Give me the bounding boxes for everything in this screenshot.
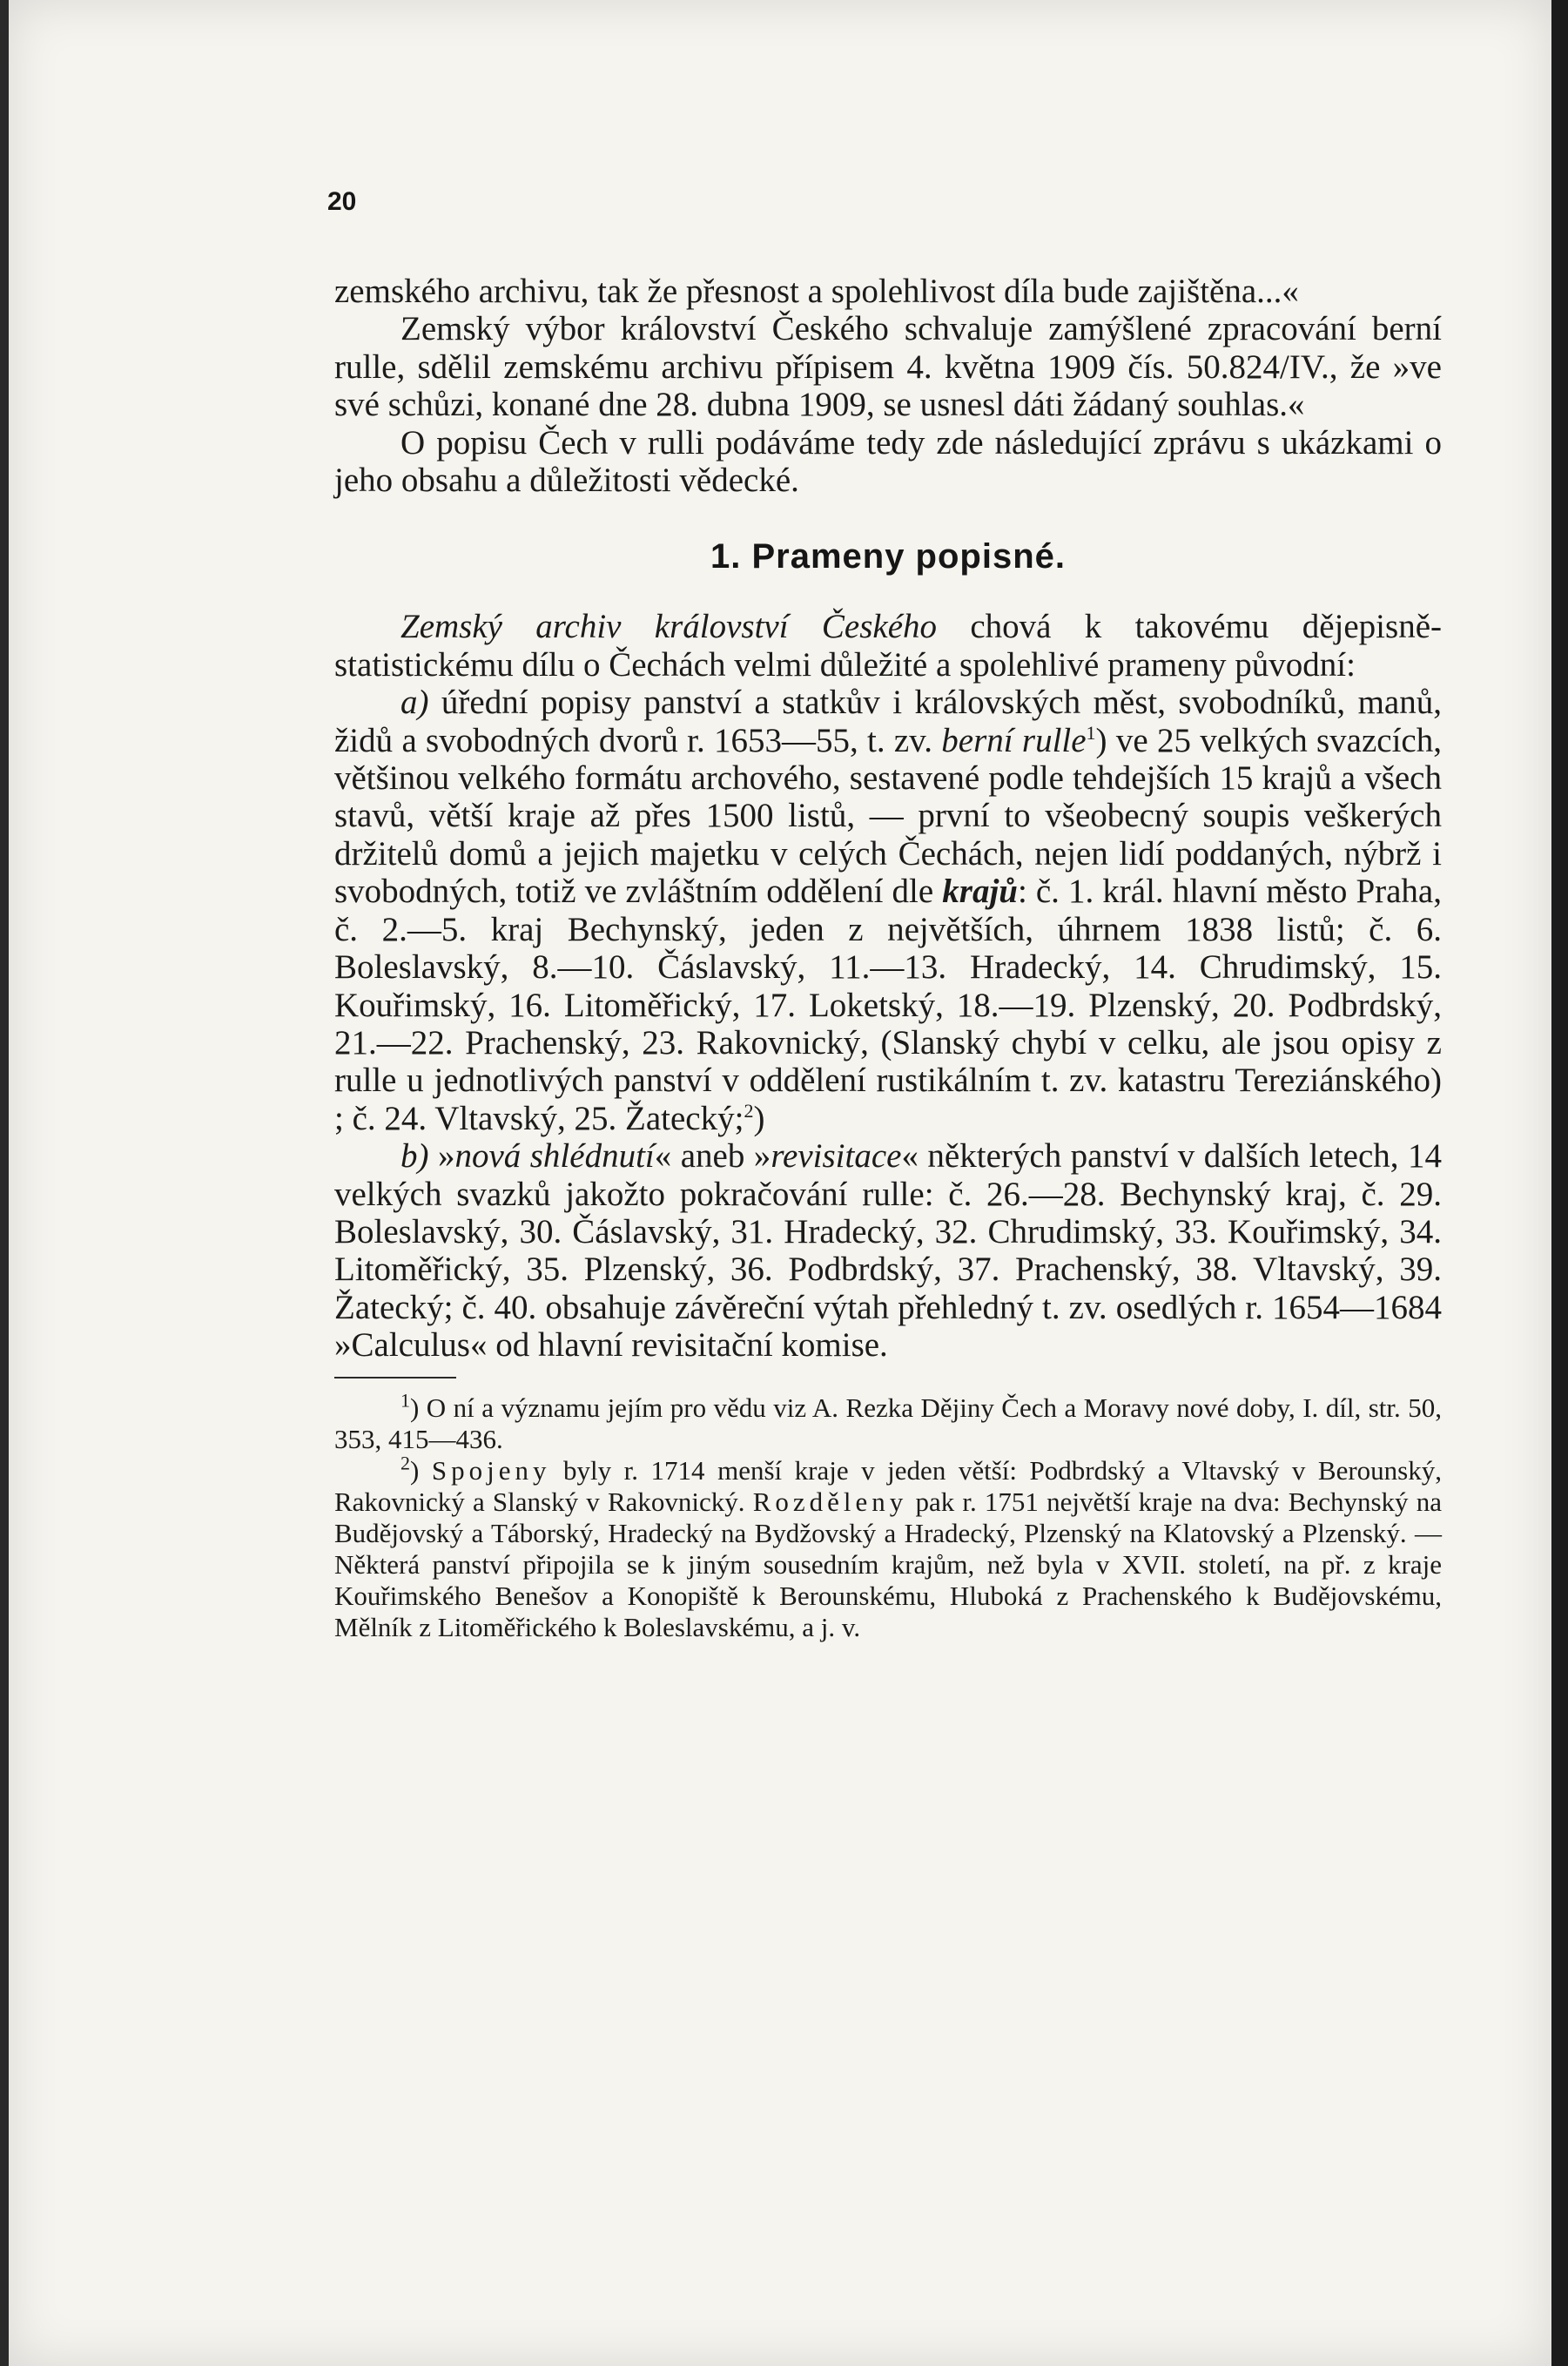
footnote-2-mark: 2 xyxy=(400,1452,410,1474)
intro-paragraph-1: zemského archivu, tak že přesnost a spolehlivost díla bude zajištěna...« xyxy=(334,273,1299,310)
footnote-ref-2: 2 xyxy=(744,1099,754,1122)
item-b-text: « některých panství v dalších letech, 14 velkých svazků jakožto pokračování rulle: č. 26.—28. Bechynský kraj, č. 29. Boleslavský, 30. Čáslavský, 31. Hradecký, 32. Chrudimský, 33. Kouřimský, 34. Litoměřický, 35. Plzenský, 36. Podbrdský, 37. Prachenský, 38. Vltavský, 39. Žatecký; č. 40. obsahuje závěreční výtah přehledný t. zv. osedlých r. 1654—1684 »Calculus« od hlavní revisitační komise. xyxy=(334,1137,1443,1365)
footnote-1 xyxy=(334,1389,1442,1455)
revisitace-term: revisitace xyxy=(771,1137,902,1176)
item-b-mid: « aneb » xyxy=(654,1137,771,1176)
footnote-2 xyxy=(334,1452,1442,1643)
item-a-text-2: ) ve 25 velkých svazcích, většinou velkého formátu archového, sestavené podle tehdejších 15 krajů a všech stavů, větší kraje až přes 1500 listů, — první to všeobecný soupis veškerých držitelů domů a jejich majetku v celých Čechách, nejen lidí poddaných, nýbrž i svobodných, totiž ve zvláštním oddělení dle xyxy=(334,721,1442,911)
item-b-open: » xyxy=(428,1137,455,1176)
kraju-term: krajů xyxy=(942,873,1018,911)
main-text xyxy=(334,273,1442,1643)
item-a-text-1: úřední popisy panství a statkův i královských měst, svobodníků, manů, židů a svobodných dvorů r. 1653—55, t. zv. xyxy=(334,684,1442,759)
item-b-marker: b) xyxy=(400,1137,429,1176)
section-paragraph-1 xyxy=(334,608,1442,684)
scan-edge xyxy=(1551,0,1568,2366)
berni-rulle-term: berní rulle xyxy=(941,721,1087,759)
page-number: 20 xyxy=(327,187,357,216)
intro-paragraph-2: Zemský výbor království Českého schvaluje zamýšlené zpracování berní rulle, sdělil zemskému archivu přípisem 4. května 1909 čís. 50.824/IV., že »ve své schůzi, konané dne 28. dubna 1909, se usnesl dáti žádaný souhlas.« xyxy=(334,310,1442,424)
item-b xyxy=(334,1137,1442,1364)
footnote-1-text: ) O ní a významu jejím pro vědu viz A. Rezka Dějiny Čech a Moravy nové doby, I. díl, str. 50, 353, 415—436. xyxy=(334,1392,1442,1454)
nova-shlednuti-term: nová shlédnutí xyxy=(454,1137,655,1176)
item-a-end: ) xyxy=(753,1099,765,1137)
item-a-marker: a) xyxy=(400,684,429,722)
scanned-page xyxy=(9,0,1551,2366)
item-a-text-3: : č. 1. král. hlavní město Praha, č. 2.—5. kraj Bechynský, jeden z největších, úhrnem 1838 listů; č. 6. Boleslavský, 8.—10. Čáslavský, 11.—13. Hradecký, 14. Chrudimský, 15. Kouřimský, 16. Litoměřický, 17. Loketský, 18.—19. Plzenský, 20. Podbrdský, 21.—22. Prachenský, 23. Rakovnický, (Slanský chybí v celku, ale jsou opisy z rulle u jednotlivých panství v oddělení rustikálním t. zv. katastru Tereziánského) ; č. 24. Vltavský, 25. Žatecký; xyxy=(334,873,1442,1137)
footnote-2-spojeny: Spojeny xyxy=(431,1454,551,1486)
footnote-2-b: byly r. 1714 menší kraje v jeden větší: Podbrdský a Vltavský v Berounský, Rakovnický a Slanský v Rakovnický. xyxy=(334,1454,1442,1517)
footnote-divider xyxy=(334,1377,456,1378)
footnote-2-rozdeleny: Rozděleny xyxy=(752,1486,908,1517)
footnotes xyxy=(334,1389,1442,1643)
footnote-ref-1: 1 xyxy=(1086,721,1096,744)
section-paragraph-1-text: chová k takovému dějepisně-statistickému dílu o Čechách velmi důležité a spolehlivé prameny původní: xyxy=(334,608,1442,684)
item-a xyxy=(334,684,1442,1137)
intro-paragraph-3: O popisu Čech v rulli podáváme tedy zde následující zprávu s ukázkami o jeho obsahu a důležitosti vědecké. xyxy=(334,423,1442,500)
section-heading: 1. Prameny popisné. xyxy=(710,537,1067,576)
footnote-2-c: pak r. 1751 největší kraje na dva: Bechynský na Budějovský a Táborský, Hradecký na Bydžovský a Hradecký, Plzenský na Klatovský a Plzenský. — Některá panství připojila se k jiným sousedním krajům, než byla v XVII. století, na př. z kraje Kouřimského Benešov a Konopiště k Berounskému, Hluboká z Prachenského k Budějovskému, Mělník z Litoměřického k Boleslavskému, a j. v. xyxy=(334,1486,1442,1642)
footnote-2-a: ) xyxy=(410,1454,432,1486)
archive-name: Zemský archiv království Českého xyxy=(400,608,938,646)
footnote-1-mark: 1 xyxy=(400,1389,410,1412)
